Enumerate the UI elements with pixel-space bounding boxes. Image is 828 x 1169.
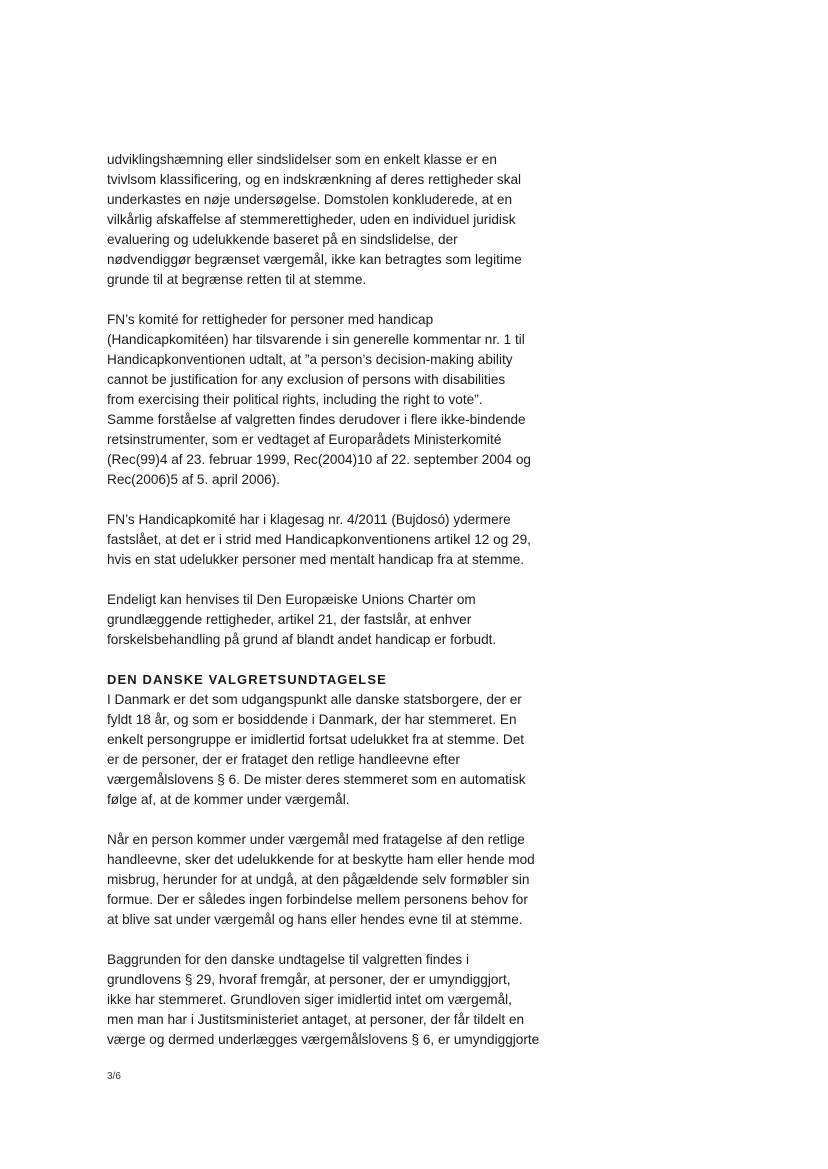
text-line: udviklingshæmning eller sindslidelser som en enkelt klasse er en (107, 152, 497, 167)
text-line: FN’s Handicapkomité har i klagesag nr. 4/2011 (Bujdosó) ydermere (107, 512, 511, 527)
text-line: misbrug, herunder for at undgå, at den pågældende selv formøbler sin (107, 872, 530, 887)
text-line: grundlovens § 29, hvoraf fremgår, at personer, der er umyndiggjort, (107, 972, 511, 987)
text-line: Samme forståelse af valgretten findes derudover i flere ikke-bindende (107, 412, 526, 427)
text-line: evaluering og udelukkende baseret på en sindslidelse, der (107, 232, 458, 247)
text-line: fyldt 18 år, og som er bosiddende i Danmark, der har stemmeret. En (107, 712, 517, 727)
text-line: nødvendiggør begrænset værgemål, ikke kan betragtes som legitime (107, 252, 522, 267)
text-line: cannot be justification for any exclusion of persons with disabilities (107, 372, 506, 387)
text-line: grundlæggende rettigheder, artikel 21, der fastslår, at enhver (107, 612, 472, 627)
paragraph-court-conclusion (107, 150, 577, 290)
text-line: ikke har stemmeret. Grundloven siger imidlertid intet om værgemål, (107, 992, 512, 1007)
paragraph-un-committee (107, 310, 577, 490)
text-line: værge og dermed underlægges værgemålslovens § 6, er umyndiggjorte (107, 1032, 540, 1047)
text-line: tvivlsom klassificering, og en indskrænkning af deres rettigheder skal (107, 172, 522, 187)
text-line: Endeligt kan henvises til Den Europæiske Unions Charter om (107, 592, 476, 607)
page-body (107, 150, 577, 1070)
text-line: at blive sat under værgemål og hans eller hendes evne til at stemme. (107, 912, 523, 927)
text-line: er de personer, der er frataget den retlige handleevne efter (107, 752, 460, 767)
paragraph-danish-voting-right (107, 690, 577, 810)
paragraph-eu-charter (107, 590, 577, 650)
text-line: men man har i Justitsministeriet antaget, at personer, der får tildelt en (107, 1012, 525, 1027)
text-line: formue. Der er således ingen forbindelse mellem personens behov for (107, 892, 528, 907)
text-line: handleevne, sker det udelukkende for at beskytte ham eller hende mod (107, 852, 535, 867)
text-line: underkastes en nøje undersøgelse. Domstolen konkluderede, at en (107, 192, 513, 207)
text-line: Baggrunden for den danske undtagelse til valgretten findes i (107, 952, 469, 967)
text-line: (Handicapkomitéen) har tilsvarende i sin generelle kommentar nr. 1 til (107, 332, 525, 347)
paragraph-guardianship (107, 830, 577, 930)
section-heading: DEN DANSKE VALGRETSUNDTAGELSE (107, 672, 387, 687)
text-line: grunde til at begrænse retten til at stemme. (107, 272, 367, 287)
text-line: værgemålslovens § 6. De mister deres stemmeret som en automatisk (107, 772, 526, 787)
text-line: enkelt persongruppe er imidlertid fortsat udelukket fra at stemme. Det (107, 732, 525, 747)
text-line: følge af, at de kommer under værgemål. (107, 792, 350, 807)
text-line: retsinstrumenter, som er vedtaget af Europarådets Ministerkomité (107, 432, 502, 447)
paragraph-complaint-case (107, 510, 577, 570)
text-line: from exercising their political rights, including the right to vote”. (107, 392, 483, 407)
text-line: Når en person kommer under værgemål med fratagelse af den retlige (107, 832, 525, 847)
text-line: hvis en stat udelukker personer med mentalt handicap fra at stemme. (107, 552, 525, 567)
text-line: (Rec(99)4 af 23. februar 1999, Rec(2004)10 af 22. september 2004 og (107, 452, 531, 467)
text-line: fastslået, at det er i strid med Handicapkonventionens artikel 12 og 29, (107, 532, 531, 547)
text-line: Rec(2006)5 af 5. april 2006). (107, 472, 281, 487)
text-line: forskelsbehandling på grund af blandt andet handicap er forbudt. (107, 632, 497, 647)
text-line: FN’s komité for rettigheder for personer med handicap (107, 312, 434, 327)
text-line: vilkårlig afskaffelse af stemmerettigheder, uden en individuel juridisk (107, 212, 516, 227)
page-number: 3/6 (107, 1071, 121, 1082)
paragraph-constitution (107, 950, 577, 1050)
text-line: Handicapkonventionen udtalt, at ”a person’s decision-making ability (107, 352, 513, 367)
text-line: I Danmark er det som udgangspunkt alle danske statsborgere, der er (107, 692, 522, 707)
section-danish-exception (107, 670, 577, 1050)
